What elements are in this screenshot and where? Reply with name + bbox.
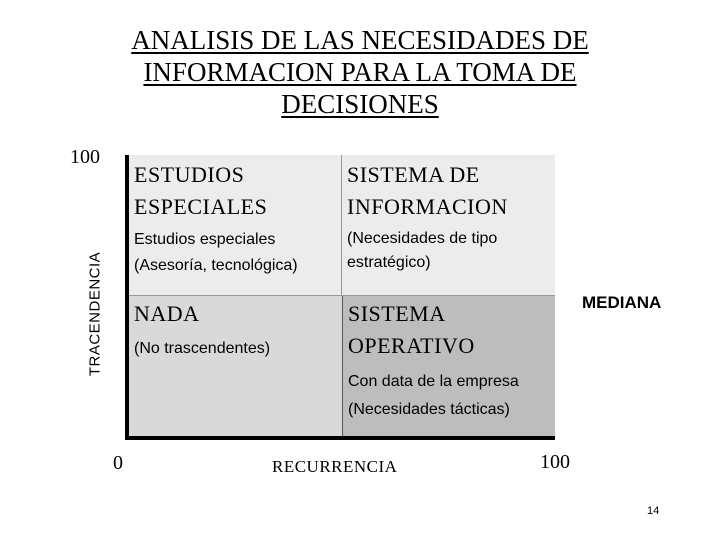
y-axis-max-label: 100 xyxy=(70,146,100,168)
quadrant-title-line: ESTUDIOS xyxy=(134,162,245,187)
title-line-2: INFORMACION PARA LA TOMA DE xyxy=(143,57,577,87)
quadrant-desc-line: (Necesidades de tipo xyxy=(347,230,498,247)
quadrant-title-line: ESPECIALES xyxy=(134,194,268,219)
quadrant-description xyxy=(347,227,497,275)
quadrant-description xyxy=(348,368,519,424)
page-number: 14 xyxy=(647,505,660,517)
quadrant-title xyxy=(134,298,200,330)
page-title xyxy=(100,24,620,120)
quadrant-desc-line: (Asesoría, tecnológica) xyxy=(134,257,298,274)
quadrant-description xyxy=(134,227,298,279)
quadrant-desc-line: (No trascendentes) xyxy=(134,340,271,357)
quadrant-title-line: NADA xyxy=(134,301,200,326)
x-axis-line xyxy=(125,436,555,440)
title-line-3: DECISIONES xyxy=(281,89,439,119)
x-axis-max-label: 100 xyxy=(540,451,570,473)
origin-label: 0 xyxy=(113,452,123,474)
quadrant-nada xyxy=(129,296,342,438)
y-axis-title: TRACENDENCIA xyxy=(86,251,104,377)
quadrant-matrix xyxy=(125,155,555,438)
quadrant-estudios-especiales xyxy=(129,155,342,296)
quadrant-title-line: OPERATIVO xyxy=(348,333,475,358)
quadrant-desc-line: (Necesidades tácticas) xyxy=(348,401,510,418)
quadrant-description xyxy=(134,336,270,362)
quadrant-title-line: SISTEMA xyxy=(348,301,446,326)
quadrant-title xyxy=(134,159,267,223)
quadrant-title-line: INFORMACION xyxy=(347,194,508,219)
quadrant-title xyxy=(347,159,508,223)
mediana-label: MEDIANA xyxy=(582,293,662,312)
quadrant-title xyxy=(348,298,475,362)
quadrant-desc-line: Estudios especiales xyxy=(134,231,276,248)
quadrant-desc-line: estratégico) xyxy=(347,254,431,271)
quadrant-title-line: SISTEMA DE xyxy=(347,162,480,187)
quadrant-sistema-operativo xyxy=(342,296,555,438)
y-axis-line xyxy=(125,155,129,438)
quadrant-sistema-de-informacion xyxy=(342,155,555,296)
quadrant-desc-line: Con data de la empresa xyxy=(348,373,519,390)
x-axis-title: RECURRENCIA xyxy=(272,457,398,476)
title-line-1: ANALISIS DE LAS NECESIDADES DE xyxy=(131,25,589,55)
